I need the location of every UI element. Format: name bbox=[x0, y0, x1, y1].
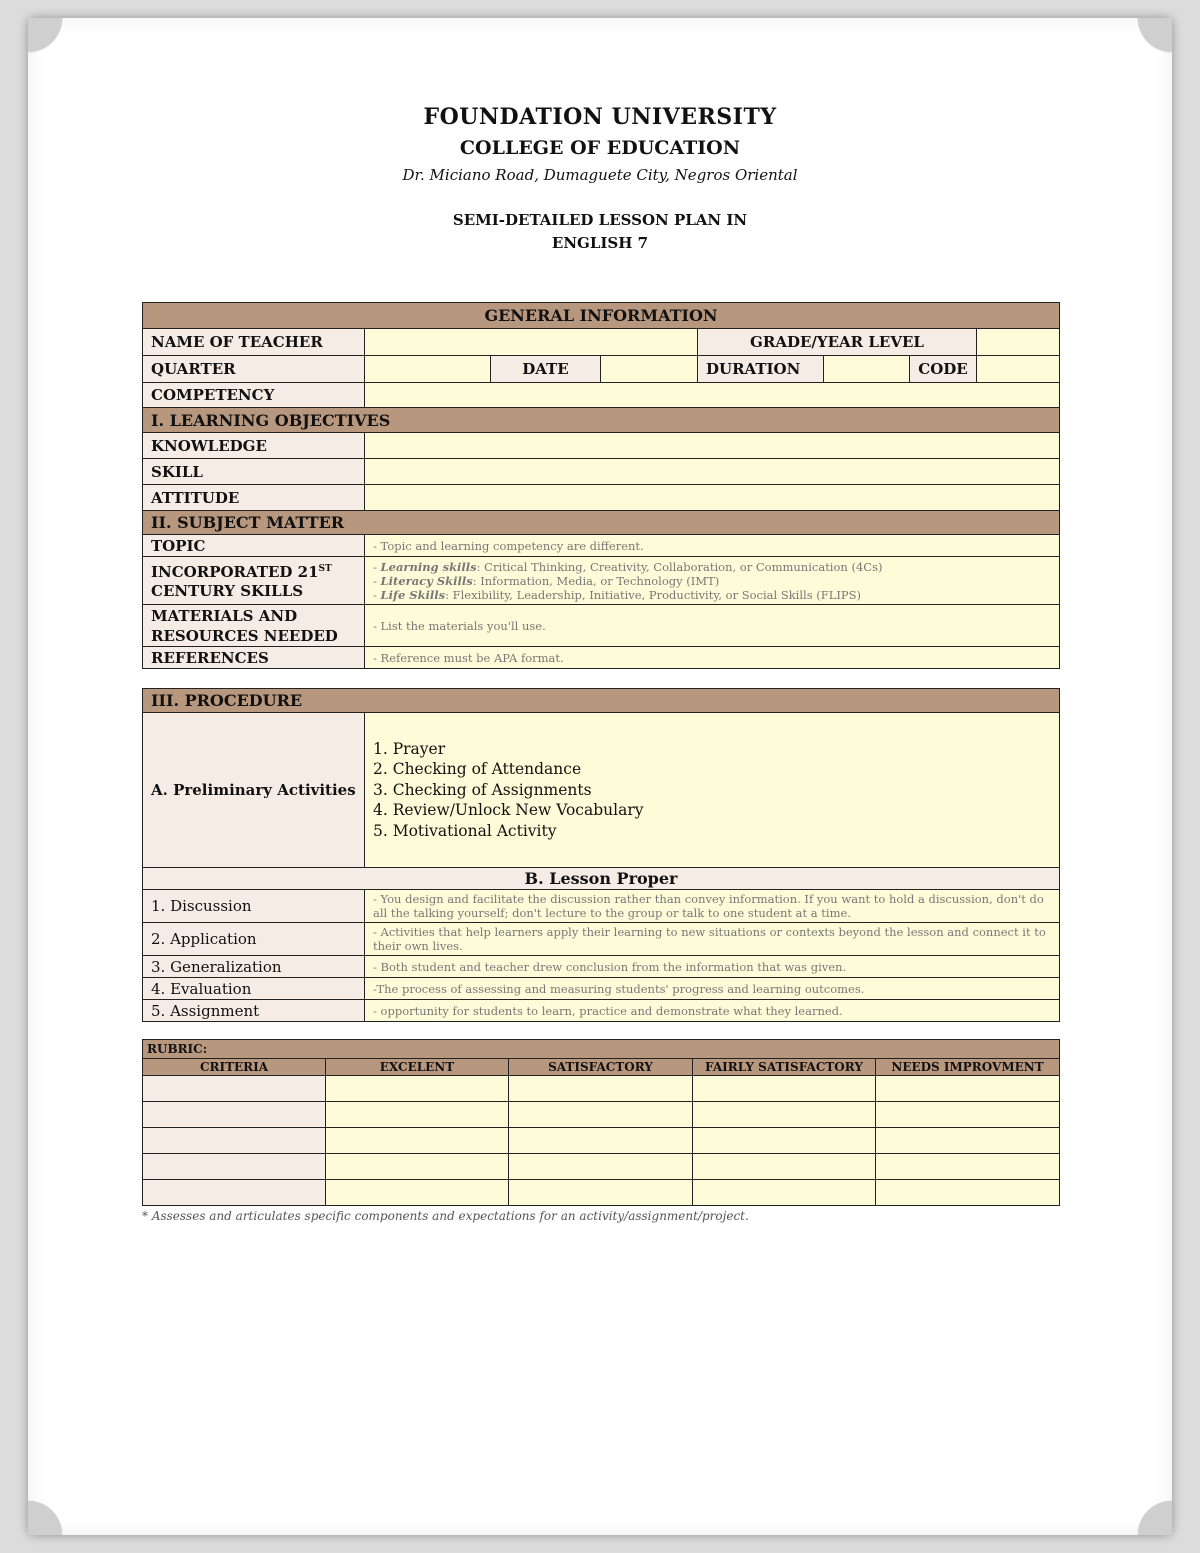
duration-field[interactable] bbox=[824, 356, 910, 383]
century-skills-label: INCORPORATED 21ST CENTURY SKILLS bbox=[143, 557, 365, 605]
name-of-teacher-label: NAME OF TEACHER bbox=[143, 329, 365, 356]
page-curl bbox=[1112, 18, 1172, 78]
rubric-criteria-cell[interactable] bbox=[143, 1102, 326, 1128]
knowledge-field[interactable] bbox=[365, 433, 1060, 459]
rubric-cell[interactable] bbox=[326, 1154, 509, 1180]
century-skills-field[interactable]: - Learning skills: Critical Thinking, Creativity, Collaboration, or Communication (4Cs) - Literacy Skills: Information, Media, or Technology (IMT) - Life Skills: Flexibility, Leadership, Initiative, Productivity, or Social Skills (FLIPS) bbox=[365, 557, 1060, 605]
assignment-label: 5. Assignment bbox=[143, 1000, 365, 1022]
address: Dr. Miciano Road, Dumaguete City, Negros Oriental bbox=[402, 166, 798, 184]
rubric-criteria-cell[interactable] bbox=[143, 1180, 326, 1206]
rubric-cell[interactable] bbox=[326, 1102, 509, 1128]
list-item: 5. Motivational Activity bbox=[373, 821, 557, 840]
rubric-cell[interactable] bbox=[693, 1076, 876, 1102]
rubric-header: RUBRIC: bbox=[143, 1040, 1060, 1059]
table-row bbox=[143, 1154, 1060, 1180]
rubric-cell[interactable] bbox=[509, 1102, 693, 1128]
rubric-col-fairly-satisfactory: FAIRLY SATISFACTORY bbox=[693, 1059, 876, 1076]
discussion-field[interactable]: - You design and facilitate the discussion rather than convey information. If you want to hold a discussion, don't do all the talking yourself; don't lecture to the group or talk to one student at a time. bbox=[365, 890, 1060, 923]
college-name: COLLEGE OF EDUCATION bbox=[459, 137, 741, 159]
preliminary-activities-list[interactable] bbox=[365, 713, 1060, 868]
list-item: 1. Prayer bbox=[373, 739, 446, 758]
table-row bbox=[143, 1128, 1060, 1154]
code-field[interactable] bbox=[977, 356, 1060, 383]
evaluation-label: 4. Evaluation bbox=[143, 978, 365, 1000]
materials-label: MATERIALS AND RESOURCES NEEDED bbox=[143, 605, 365, 647]
rubric-cell[interactable] bbox=[693, 1102, 876, 1128]
rubric-cell[interactable] bbox=[509, 1076, 693, 1102]
procedure-header: III. PROCEDURE bbox=[143, 689, 1060, 713]
materials-field[interactable]: - List the materials you'll use. bbox=[365, 605, 1060, 647]
rubric-cell[interactable] bbox=[326, 1180, 509, 1206]
rubric-cell[interactable] bbox=[876, 1102, 1060, 1128]
code-label: CODE bbox=[910, 356, 977, 383]
procedure-table bbox=[142, 688, 1060, 1022]
rubric-cell[interactable] bbox=[509, 1128, 693, 1154]
rubric-cell[interactable] bbox=[509, 1180, 693, 1206]
preliminary-activities-label: A. Preliminary Activities bbox=[143, 713, 365, 868]
rubric-criteria-cell[interactable] bbox=[143, 1076, 326, 1102]
attitude-label: ATTITUDE bbox=[143, 485, 365, 511]
assignment-field[interactable]: - opportunity for students to learn, practice and demonstrate what they learned. bbox=[365, 1000, 1060, 1022]
duration-label: DURATION bbox=[698, 356, 824, 383]
quarter-label: QUARTER bbox=[143, 356, 365, 383]
rubric-cell[interactable] bbox=[509, 1154, 693, 1180]
learning-objectives-header: I. LEARNING OBJECTIVES bbox=[143, 408, 1060, 433]
topic-field[interactable]: - Topic and learning competency are different. bbox=[365, 535, 1060, 557]
lesson-proper-header: B. Lesson Proper bbox=[143, 868, 1060, 890]
generalization-field[interactable]: - Both student and teacher drew conclusion from the information that was given. bbox=[365, 956, 1060, 978]
general-information-table bbox=[142, 302, 1060, 669]
rubric-criteria-cell[interactable] bbox=[143, 1128, 326, 1154]
date-label: DATE bbox=[491, 356, 601, 383]
rubric-col-needs-improvment: NEEDS IMPROVMENT bbox=[876, 1059, 1060, 1076]
grade-year-level-field[interactable] bbox=[977, 329, 1060, 356]
table-row bbox=[143, 1076, 1060, 1102]
page-curl bbox=[1112, 1475, 1172, 1535]
quarter-field[interactable] bbox=[365, 356, 491, 383]
competency-label: COMPETENCY bbox=[143, 383, 365, 408]
plan-subject: ENGLISH 7 bbox=[551, 234, 649, 252]
application-label: 2. Application bbox=[143, 923, 365, 956]
rubric-table bbox=[142, 1039, 1060, 1206]
subject-matter-header: II. SUBJECT MATTER bbox=[143, 511, 1060, 535]
rubric-cell[interactable] bbox=[326, 1076, 509, 1102]
name-of-teacher-field[interactable] bbox=[365, 329, 698, 356]
generalization-label: 3. Generalization bbox=[143, 956, 365, 978]
grade-year-level-label: GRADE/YEAR LEVEL bbox=[698, 329, 977, 356]
rubric-col-satisfactory: SATISFACTORY bbox=[509, 1059, 693, 1076]
competency-field[interactable] bbox=[365, 383, 1060, 408]
list-item: 3. Checking of Assignments bbox=[373, 780, 592, 799]
table-row bbox=[143, 1102, 1060, 1128]
application-field[interactable]: - Activities that help learners apply their learning to new situations or contexts beyond the lesson and connect it to their own lives. bbox=[365, 923, 1060, 956]
references-field[interactable]: - Reference must be APA format. bbox=[365, 647, 1060, 669]
references-label: REFERENCES bbox=[143, 647, 365, 669]
rubric-cell[interactable] bbox=[876, 1128, 1060, 1154]
date-field[interactable] bbox=[601, 356, 698, 383]
rubric-cell[interactable] bbox=[876, 1154, 1060, 1180]
university-name: FOUNDATION UNIVERSITY bbox=[423, 104, 777, 130]
rubric-criteria-cell[interactable] bbox=[143, 1154, 326, 1180]
evaluation-field[interactable]: -The process of assessing and measuring students' progress and learning outcomes. bbox=[365, 978, 1060, 1000]
discussion-label: 1. Discussion bbox=[143, 890, 365, 923]
skill-field[interactable] bbox=[365, 459, 1060, 485]
rubric-cell[interactable] bbox=[326, 1128, 509, 1154]
table-row bbox=[143, 1180, 1060, 1206]
list-item: 4. Review/Unlock New Vocabulary bbox=[373, 801, 644, 820]
general-information-header: GENERAL INFORMATION bbox=[143, 303, 1060, 329]
rubric-cell[interactable] bbox=[876, 1076, 1060, 1102]
rubric-col-excelent: EXCELENT bbox=[326, 1059, 509, 1076]
rubric-col-criteria: CRITERIA bbox=[143, 1059, 326, 1076]
page-curl bbox=[28, 18, 88, 78]
rubric-cell[interactable] bbox=[693, 1128, 876, 1154]
knowledge-label: KNOWLEDGE bbox=[143, 433, 365, 459]
topic-label: TOPIC bbox=[143, 535, 365, 557]
attitude-field[interactable] bbox=[365, 485, 1060, 511]
rubric-cell[interactable] bbox=[693, 1180, 876, 1206]
plan-title: SEMI-DETAILED LESSON PLAN IN bbox=[452, 211, 748, 229]
page-curl bbox=[28, 1475, 88, 1535]
skill-label: SKILL bbox=[143, 459, 365, 485]
list-item: 2. Checking of Attendance bbox=[373, 760, 582, 779]
rubric-cell[interactable] bbox=[876, 1180, 1060, 1206]
rubric-note: * Assesses and articulates specific components and expectations for an activity/assignment/project. bbox=[142, 1209, 749, 1223]
rubric-cell[interactable] bbox=[693, 1154, 876, 1180]
